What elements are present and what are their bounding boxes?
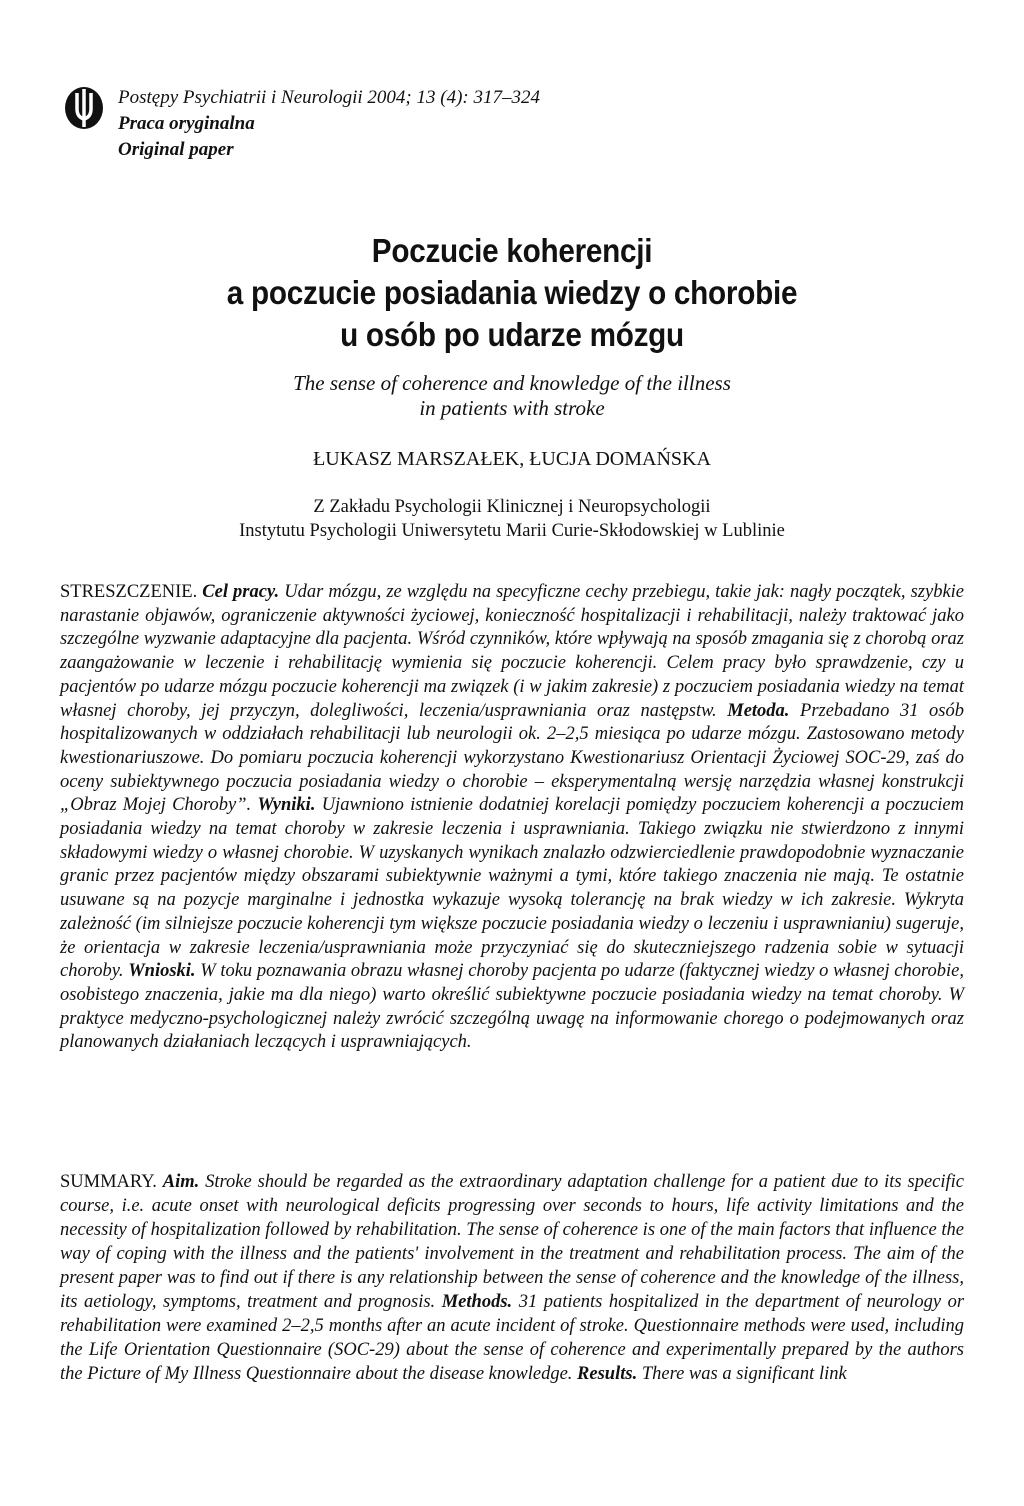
english-title-line-1: The sense of coherence and knowledge of the illness — [293, 371, 731, 395]
conclusions-text: W toku poznawania obrazu własnej choroby pacjenta po udarze (faktycznej wiedzy o własnej chorobie, osobistego znaczenia, jakie ma dla niego) warto określić subiektywne poczucie posiadania wiedzy na temat choroby. W praktyce medyczno-psychologicznej należy zwrócić szczególną uwagę na informowanie chorego o podejmowanych oraz planowanych działaniach leczących i usprawniających. — [60, 961, 965, 1053]
method-label: Metoda. — [727, 700, 790, 721]
summary-results-text: There was a significant link — [641, 1364, 847, 1384]
abstract-english — [60, 1170, 964, 1386]
affiliation-line-2: Instytutu Psychologii Uniwersytetu Marii Curie-Skłodowskiej w Lublinie — [239, 521, 785, 541]
paper-title — [105, 230, 919, 356]
abstract-polish — [60, 581, 964, 1055]
summary-heading: SUMMARY. — [60, 1172, 157, 1192]
paper-type-pl: Praca oryginalna — [118, 113, 255, 134]
title-line-3: u osób po udarze mózgu — [340, 316, 684, 353]
journal-citation: Postępy Psychiatrii i Neurologii 2004; 13 (4): 317–324 — [118, 87, 540, 108]
title-line-1: Poczucie koherencji — [371, 232, 653, 269]
journal-header — [118, 85, 818, 163]
summary-methods-label: Methods. — [441, 1292, 513, 1312]
english-title-line-2: in patients with stroke — [419, 396, 605, 420]
summary-aim-label: Aim. — [162, 1172, 200, 1192]
conclusions-label: Wnioski. — [128, 961, 196, 982]
english-title — [60, 371, 964, 421]
summary-results-label: Results. — [577, 1364, 638, 1384]
results-text: Ujawniono istnienie dodatniej korelacji pomiędzy poczuciem koherencji a poczuciem posiadania wiedzy na temat choroby w zakresie leczenia i usprawniania. Takiego związku nie stwierdzono z innymi składowymi wiedzy o własnej chorobie. W uzyskanych wynikach znalazło odzwierciedlenie prawdopodobnie wyznaczanie granic przez pacjentów między obszarami subiektywnie ważnymi a tymi, które takiego znaczenia nie mają. Te ostatnie usuwane są na pozycje marginalne i jednostka wykazuje wysoką tolerancję na brak wiedzy w ich zakresie. Wykryta zależność (im silniejsze poczucie koherencji tym większe poczucie posiadania wiedzy o leczeniu i usprawnianiu) sugeruje, że orientacja w zakresie leczenia/usprawniania może przyczyniać się do skuteczniejszego radzenia sobie w sytuacji choroby. — [60, 795, 965, 982]
title-line-2: a poczucie posiadania wiedzy o chorobie — [226, 274, 798, 311]
affiliation — [60, 495, 964, 543]
affiliation-line-1: Z Zakładu Psychologii Klinicznej i Neuropsychologii — [313, 497, 711, 517]
summary-methods-text: 31 patients hospitalized in the department of neurology or rehabilitation were examined 2–2,5 months after an acute incident of stroke. Questionnaire methods were used, including the Life Orientation Questionnaire (SOC-29) about the sense of coherence and experimentally prepared by the authors the Picture of My Illness Questionnaire about the disease knowledge. — [60, 1292, 965, 1384]
abstract-heading: STRESZCZENIE. — [60, 582, 198, 602]
paper-type-en: Original paper — [118, 139, 234, 160]
results-label: Wyniki. — [257, 795, 316, 816]
journal-logo-icon — [63, 83, 105, 131]
aim-text: Udar mózgu, ze względu na specyficzne cechy przebiegu, takie jak: nagły początek, szybkie narastanie objawów, ograniczenie aktywności życiowej, konieczność hospitalizacji i rehabilitacji, należy traktować jako szczególne wyzwanie adaptacyjne dla pacjenta. Wśród czynników, które wpływają na sposób zmagania się z chorobą oraz zaangażowanie w leczenie i rehabilitację wymienia się poczucie koherencji. Celem pracy było sprawdzenie, czy u pacjentów po udarze mózgu poczucie koherencji ma związek (i w jakim zakresie) z poczuciem posiadania wiedzy na temat własnej choroby, jej przyczyn, dolegliwości, leczenia/usprawniania oraz następstw. — [60, 582, 965, 721]
summary-aim-text: Stroke should be regarded as the extraordinary adaptation challenge for a patient due to its specific course, i.e. acute onset with neurological deficits progressing over seconds to hours, life activity limitations and the necessity of hospitalization followed by rehabilitation. The sense of coherence is one of the main factors that influence the way of coping with the illness and the patients' involvement in the treatment and rehabilitation process. The aim of the present paper was to find out if there is any relationship between the sense of coherence and the knowledge of the illness, its aetiology, symptoms, treatment and prognosis. — [60, 1172, 965, 1312]
aim-label: Cel pracy. — [202, 582, 280, 602]
method-text: Przebadano 31 osób hospitalizowanych w oddziałach rehabilitacji lub neurologii ok. 2–2,5 miesiąca po udarze mózgu. Zastosowano metody kwestionariuszowe. Do pomiaru poczucia koherencji wykorzystano Kwestionariusz Orientacji Życiowej SOC-29, zaś do oceny subiektywnego poczucia posiadania wiedzy o chorobie – eksperymentalną wersję narzędzia własnej konstrukcji „Obraz Mojej Choroby”. — [60, 700, 965, 816]
authors: ŁUKASZ MARSZAŁEK, ŁUCJA DOMAŃSKA — [313, 448, 711, 470]
